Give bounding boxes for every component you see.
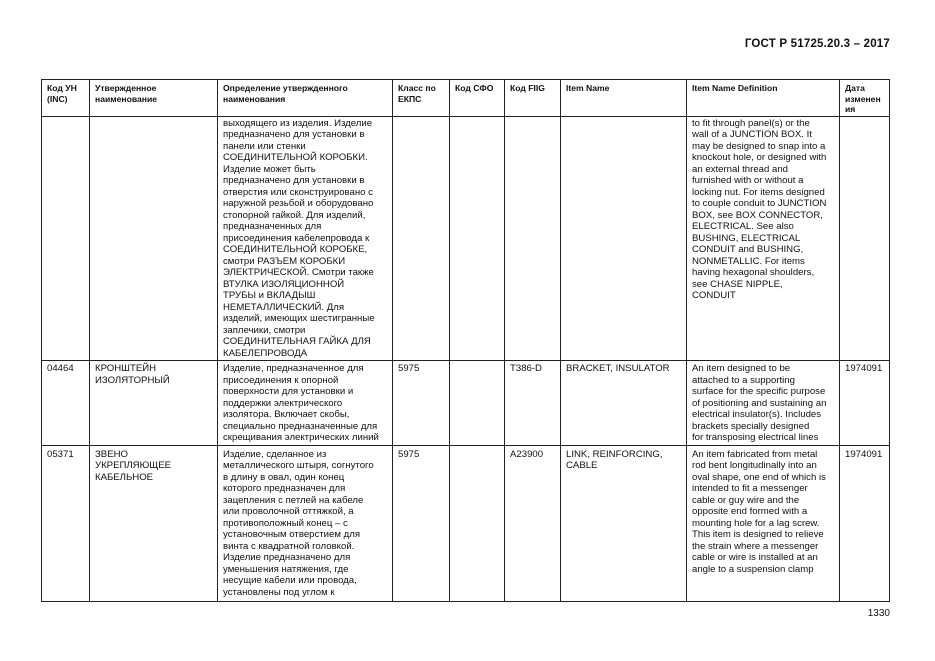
column-header-sfo-code: Код СФО bbox=[450, 80, 505, 117]
column-header-inc: Код УН (INC) bbox=[42, 80, 90, 117]
cell-item-name: BRACKET, INSULATOR bbox=[561, 361, 687, 446]
cell-sfo-code bbox=[450, 116, 505, 361]
column-header-approved-name: Утвержденное наименование bbox=[90, 80, 218, 117]
table-row bbox=[42, 361, 890, 446]
cell-sfo-code bbox=[450, 361, 505, 446]
cell-inc: 05371 bbox=[42, 445, 90, 601]
cell-definition-ru: Изделие, предназначенное для присоединения к опорной поверхности для установки и поддержки электрического изолятора. Включает скобы, специально предназначенные для скрещивания электрических линий bbox=[218, 361, 393, 446]
cell-fiig-code bbox=[505, 116, 561, 361]
cell-item-definition: to fit through panel(s) or the wall of a JUNCTION BOX. It may be designed to snap into a knockout hole, or designed with an external thread and furnished with or without a locking nut. For items designed to couple conduit to JUNCTION BOX, see BOX CONNECTOR, ELECTRICAL. See also BUSHING, ELECTRICAL CONDUIT and BUSHING, NONMETALLIC. For items having hexagonal shoulders, see CHASE NIPPLE, CONDUIT bbox=[687, 116, 840, 361]
cell-item-name bbox=[561, 116, 687, 361]
cell-definition-ru: выходящего из изделия. Изделие предназначено для установки в панели или стенки СОЕДИНИТЕЛЬНОЙ КОРОБКИ. Изделие может быть предназначено для установки в отверстия или сконструировано с наружной резьбой и оборудовано стопорной гайкой. Для изделий, предназначенных для присоединения кабелепровода к СОЕДИНИТЕЛЬНОЙ КОРОБКЕ, смотри РАЗЪЕМ КОРОБКИ ЭЛЕКТРИЧЕСКОЙ. Смотри также ВТУЛКА ИЗОЛЯЦИОННОЙ ТРУБЫ и ВКЛАДЫШ НЕМЕТАЛЛИЧЕСКИЙ. Для изделий, имеющих шестигранные заплечики, смотри СОЕДИНИТЕЛЬНАЯ ГАЙКА ДЛЯ КАБЕЛЕПРОВОДА bbox=[218, 116, 393, 361]
cell-inc bbox=[42, 116, 90, 361]
cell-fiig-code: A23900 bbox=[505, 445, 561, 601]
cell-sfo-code bbox=[450, 445, 505, 601]
column-header-item-name: Item Name bbox=[561, 80, 687, 117]
catalog-table bbox=[41, 79, 890, 602]
page-number: 1330 bbox=[867, 608, 890, 619]
column-header-fiig-code: Код FIIG bbox=[505, 80, 561, 117]
cell-item-name: LINK, REINFORCING, CABLE bbox=[561, 445, 687, 601]
table-row bbox=[42, 445, 890, 601]
cell-change-date: 1974091 bbox=[840, 445, 890, 601]
cell-ekps-class: 5975 bbox=[393, 445, 450, 601]
column-header-change-date: Дата изменения bbox=[840, 80, 890, 117]
cell-ekps-class: 5975 bbox=[393, 361, 450, 446]
cell-approved-name bbox=[90, 116, 218, 361]
cell-approved-name: КРОНШТЕЙН ИЗОЛЯТОРНЫЙ bbox=[90, 361, 218, 446]
cell-change-date bbox=[840, 116, 890, 361]
cell-inc: 04464 bbox=[42, 361, 90, 446]
table-row bbox=[42, 116, 890, 361]
cell-item-definition: An item designed to be attached to a supporting surface for the specific purpose of positioning and sustaining an electrical insulator(s). Includes brackets specially designed for transposing electrical lines bbox=[687, 361, 840, 446]
column-header-item-name-definition: Item Name Definition bbox=[687, 80, 840, 117]
column-header-ekps-class: Класс по ЕКПС bbox=[393, 80, 450, 117]
cell-ekps-class bbox=[393, 116, 450, 361]
table-header-row bbox=[42, 80, 890, 117]
column-header-name-definition-ru: Определение утвержденного наименования bbox=[218, 80, 393, 117]
cell-fiig-code: T386-D bbox=[505, 361, 561, 446]
standard-header: ГОСТ Р 51725.20.3 – 2017 bbox=[744, 38, 890, 50]
cell-definition-ru: Изделие, сделанное из металлического штыря, согнутого в длину в овал, один конец которого предназначен для зацепления с петлей на кабеле или проволочной оттяжкой, а противоположный конец – с установочным отверстием для винта с квадратной головкой. Изделие предназначено для уменьшения натяжения, где несущие кабели или провода, установлены под углом к bbox=[218, 445, 393, 601]
cell-approved-name: ЗВЕНО УКРЕПЛЯЮЩЕЕ КАБЕЛЬНОЕ bbox=[90, 445, 218, 601]
cell-change-date: 1974091 bbox=[840, 361, 890, 446]
cell-item-definition: An item fabricated from metal rod bent longitudinally into an oval shape, one end of which is intended to fit a messenger cable or guy wire and the opposite end formed with a mounting hole for a lag screw. This item is designed to relieve the strain where a messenger cable or wire is installed at an angle to a suspension clamp bbox=[687, 445, 840, 601]
